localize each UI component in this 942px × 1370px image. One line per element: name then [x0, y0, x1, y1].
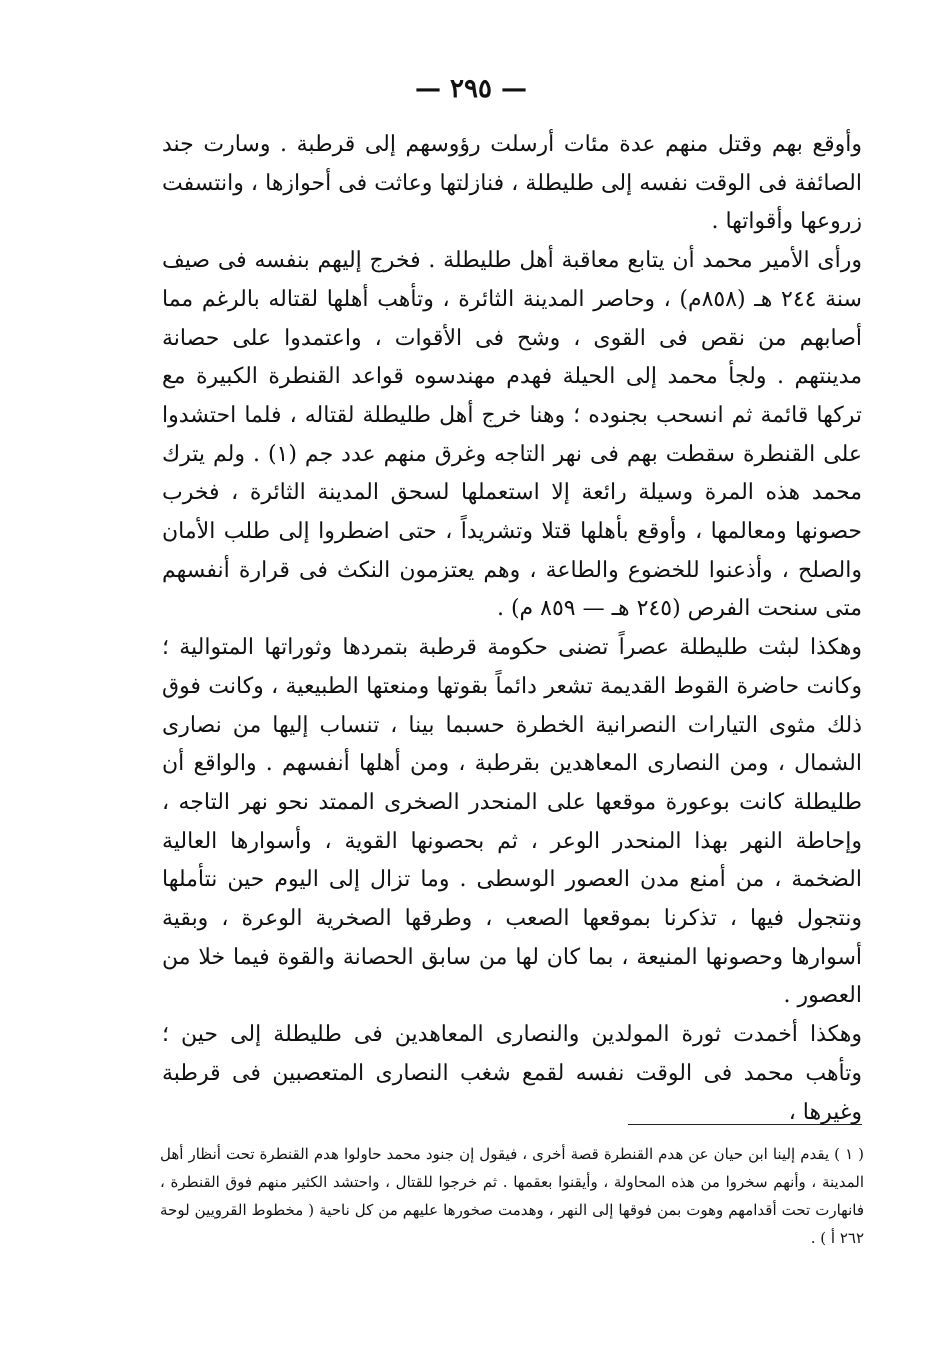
- footnote-divider: [628, 1124, 862, 1125]
- paragraph-1: وأوقع بهم وقتل منهم عدة مئات أرسلت رؤوسهم إلى قرطبة . وسارت جند الصائفة فى الوقت نفسه إلى طليطلة ، فنازلتها وعاثت فى أحوازها ، وانتسفت زروعها وأقواتها .: [162, 132, 862, 235]
- page-number: — ٢٩٥ —: [414, 74, 528, 104]
- paragraph-2: ورأى الأمير محمد أن يتابع معاقبة أهل طليطلة . فخرج إليهم بنفسه فى صيف سنة ٢٤٤ هـ (٨٥٨م) ، وحاصر المدينة الثائرة ، وتأهب أهلها لقتاله بالرغم مما أصابهم من نقص فى القوى ، وشح فى الأقوات ، واعتمدوا على حصانة مدينتهم . ولجأ محمد إلى الحيلة فهدم مهندسوه قواعد القنطرة الكبيرة مع تركها قائمة ثم انسحب بجنوده ؛ وهنا خرج أهل طليطلة لقتاله ، فلما احتشدوا على القنطرة سقطت بهم فى نهر التاجه وغرق منهم عدد جم (١) . ولم يترك محمد هذه المرة وسيلة رائعة إلا استعملها لسحق المدينة الثائرة ، فخرب حصونها ومعالمها ، وأوقع بأهلها قتلا وتشريداً ، حتى اضطروا إلى طلب الأمان والصلح ، وأذعنوا للخضوع والطاعة ، وهم يعتزمون النكث فى قرارة أنفسهم متى سنحت الفرص (٢٤٥ هـ — ٨٥٩ م) .: [162, 248, 862, 622]
- paragraph-4: وهكذا أخمدت ثورة المولدين والنصارى المعاهدين فى طليطلة إلى حين ؛ وتأهب محمد فى الوقت نفسه لقمع شغب النصارى المتعصبين فى قرطبة وغيرها ،: [162, 1022, 862, 1125]
- main-text: [162, 126, 862, 1132]
- footnote-1: ( ١ ) يقدم إلينا ابن حيان عن هدم القنطرة قصة أخرى ، فيقول إن جنود محمد حاولوا هدم القنطرة تحت أنظار أهل المدينة ، وأنهم سخروا من هذه المحاولة ، وأيقنوا بعقمها . ثم خرجوا للقتال ، واحتشد الكثير منهم فوق القنطرة ، فانهارت تحت أقدامهم وهوت بمن فوقها إلى النهر ، وهدمت صخورها عليهم من كل ناحية ( مخطوط القرويين لوحة ٢٦٢ أ ) .: [160, 1145, 865, 1247]
- footnote: [160, 1140, 864, 1252]
- paragraph-3: وهكذا لبثت طليطلة عصراً تضنى حكومة قرطبة بتمردها وثوراتها المتوالية ؛ وكانت حاضرة القوط القديمة تشعر دائماً بقوتها ومنعتها الطبيعية ، وكانت فوق ذلك مثوى التيارات النصرانية الخطرة حسبما بينا ، تنساب إليها من نصارى الشمال ، ومن النصارى المعاهدين بقرطبة ، ومن أهلها أنفسهم . والواقع أن طليطلة كانت بوعورة موقعها على المنحدر الصخرى الممتد نحو نهر التاجه ، وإحاطة النهر بهذا المنحدر الوعر ، ثم بحصونها القوية ، وأسوارها العالية الضخمة ، من أمنع مدن العصور الوسطى . وما تزال إلى اليوم حين نتأملها ونتجول فيها ، تذكرنا بموقعها الصعب ، وطرقها الصخرية الوعرة ، وبقية أسوارها وحصونها المنيعة ، بما كان لها من سابق الحصانة والقوة فيما خلا من العصور .: [162, 635, 862, 1009]
